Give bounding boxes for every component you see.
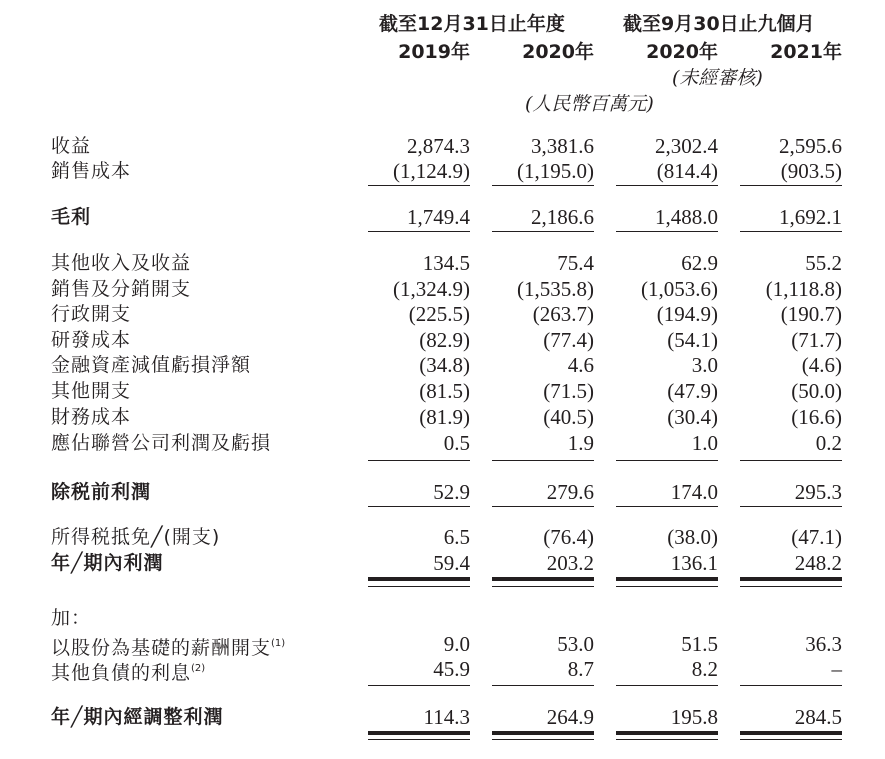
- value-2019: (81.5): [419, 379, 470, 403]
- row-label: 銷售及分銷開支: [51, 278, 192, 300]
- value-2020-9m: (30.4): [667, 405, 718, 429]
- period-header-9m: 截至9月30日止九個月: [623, 13, 815, 35]
- total-double-rule: [492, 586, 594, 587]
- total-double-rule: [492, 577, 594, 581]
- subtotal-rule: [368, 506, 470, 507]
- subtotal-rule: [368, 460, 470, 461]
- value-2019: (82.9): [419, 328, 470, 352]
- row-label: 銷售成本: [51, 160, 132, 182]
- table-row: [0, 158, 885, 184]
- total-double-rule: [740, 586, 842, 587]
- value-2020-9m: (38.0): [667, 525, 718, 549]
- subtotal-rule: [368, 685, 470, 686]
- period-header-fy: 截至12月31日止年度: [379, 13, 565, 35]
- value-2021-9m: (47.1): [791, 525, 842, 549]
- subtotal-rule: [616, 506, 718, 507]
- total-double-rule: [616, 577, 718, 581]
- value-2019: (1,324.9): [393, 277, 470, 301]
- total-double-rule: [740, 577, 842, 581]
- row-label: [51, 656, 205, 686]
- value-2021-9m: –: [831, 657, 842, 681]
- value-2019: (1,124.9): [393, 159, 470, 183]
- row-label: 其他收入及收益: [51, 252, 192, 274]
- table-row-profit-before-tax: [0, 479, 885, 505]
- subtotal-rule: [740, 685, 842, 686]
- year-header-2020-fy: 2020年: [522, 41, 594, 63]
- value-2019: (81.9): [419, 405, 470, 429]
- value-2020-9m: 8.2: [691, 657, 718, 681]
- value-2020-fy: (71.5): [543, 379, 594, 403]
- value-2020-fy: 75.4: [557, 251, 594, 275]
- table-row: [0, 404, 885, 430]
- row-label: 除税前利潤: [51, 481, 152, 503]
- year-header-2020-9m: 2020年: [646, 41, 718, 63]
- value-2021-9m: 1,692.1: [779, 205, 842, 229]
- table-row: [0, 276, 885, 302]
- value-2020-9m: (1,053.6): [641, 277, 718, 301]
- table-row: [0, 327, 885, 353]
- subtotal-rule: [616, 685, 718, 686]
- value-2020-9m: 136.1: [670, 551, 718, 575]
- total-double-rule: [740, 739, 842, 740]
- value-2019: 2,874.3: [407, 134, 470, 158]
- value-2021-9m: (903.5): [780, 159, 842, 183]
- footnote-marker: (2): [191, 663, 206, 674]
- value-2019: 45.9: [433, 657, 470, 681]
- value-2021-9m: (1,118.8): [765, 277, 842, 301]
- subtotal-rule: [740, 231, 842, 232]
- value-2020-fy: 203.2: [546, 551, 594, 575]
- table-row-net-profit: [0, 550, 885, 576]
- table-row-adjusted-profit: [0, 704, 885, 730]
- value-2021-9m: (71.7): [791, 328, 842, 352]
- total-double-rule: [368, 577, 470, 581]
- subtotal-rule: [740, 506, 842, 507]
- row-label: 應佔聯營公司利潤及虧損: [51, 432, 272, 454]
- currency-note: (人民幣百萬元): [525, 93, 654, 115]
- value-2020-9m: (47.9): [667, 379, 718, 403]
- value-2021-9m: 284.5: [794, 705, 842, 729]
- value-2021-9m: 248.2: [794, 551, 842, 575]
- total-double-rule: [368, 739, 470, 740]
- table-row: [0, 430, 885, 456]
- subtotal-rule: [368, 231, 470, 232]
- row-label: 行政開支: [51, 303, 132, 325]
- table-row: [0, 378, 885, 404]
- value-2020-9m: (54.1): [667, 328, 718, 352]
- value-2021-9m: 0.2: [815, 431, 842, 455]
- total-double-rule: [616, 731, 718, 735]
- year-header-2019: 2019年: [398, 41, 470, 63]
- subtotal-rule: [740, 185, 842, 186]
- value-2021-9m: (4.6): [801, 353, 842, 377]
- row-label: 所得税抵免╱(開支): [51, 526, 221, 548]
- table-row: [0, 250, 885, 276]
- value-2020-9m: 51.5: [681, 632, 718, 656]
- value-2020-fy: 2,186.6: [531, 205, 594, 229]
- value-2021-9m: 55.2: [805, 251, 842, 275]
- table-row-gross-profit: [0, 204, 885, 230]
- value-2020-9m: (814.4): [656, 159, 718, 183]
- subtotal-rule: [492, 506, 594, 507]
- total-double-rule: [492, 731, 594, 735]
- value-2019: 9.0: [443, 632, 470, 656]
- value-2020-9m: 62.9: [681, 251, 718, 275]
- subtotal-rule: [616, 460, 718, 461]
- total-double-rule: [616, 739, 718, 740]
- value-2019: (34.8): [419, 353, 470, 377]
- subtotal-rule: [492, 185, 594, 186]
- table-row: [0, 631, 885, 657]
- total-double-rule: [616, 586, 718, 587]
- subtotal-rule: [492, 460, 594, 461]
- value-2021-9m: 295.3: [794, 480, 842, 504]
- value-2020-9m: 1,488.0: [655, 205, 718, 229]
- value-2020-fy: 1.9: [567, 431, 594, 455]
- value-2019: 0.5: [443, 431, 470, 455]
- table-row: [0, 524, 885, 550]
- table-row-add-heading: [0, 605, 885, 631]
- value-2020-fy: (1,195.0): [517, 159, 594, 183]
- value-2020-9m: 1.0: [691, 431, 718, 455]
- value-2021-9m: (16.6): [791, 405, 842, 429]
- value-2020-9m: (194.9): [656, 302, 718, 326]
- subtotal-rule: [492, 231, 594, 232]
- value-2019: (225.5): [408, 302, 470, 326]
- value-2020-9m: 2,302.4: [655, 134, 718, 158]
- value-2019: 6.5: [443, 525, 470, 549]
- row-label: 研發成本: [51, 329, 132, 351]
- total-double-rule: [740, 731, 842, 735]
- row-label: 其他開支: [51, 380, 132, 402]
- total-double-rule: [492, 739, 594, 740]
- footnote-marker: (1): [271, 638, 286, 649]
- value-2020-fy: 3,381.6: [531, 134, 594, 158]
- row-label: 財務成本: [51, 406, 132, 428]
- value-2021-9m: 2,595.6: [779, 134, 842, 158]
- row-label: 收益: [51, 135, 92, 157]
- subtotal-rule: [740, 460, 842, 461]
- value-2020-fy: (77.4): [543, 328, 594, 352]
- value-2020-fy: 53.0: [557, 632, 594, 656]
- value-2019: 1,749.4: [407, 205, 470, 229]
- value-2021-9m: 36.3: [805, 632, 842, 656]
- value-2020-9m: 3.0: [691, 353, 718, 377]
- subtotal-rule: [368, 185, 470, 186]
- row-label: 年╱期內經調整利潤: [51, 706, 224, 728]
- subtotal-rule: [492, 685, 594, 686]
- value-2019: 52.9: [433, 480, 470, 504]
- value-2021-9m: (50.0): [791, 379, 842, 403]
- table-row: [0, 352, 885, 378]
- value-2020-fy: 4.6: [567, 353, 594, 377]
- value-2020-9m: 174.0: [670, 480, 718, 504]
- total-double-rule: [368, 731, 470, 735]
- value-2020-fy: (263.7): [532, 302, 594, 326]
- value-2020-fy: (1,535.8): [517, 277, 594, 301]
- row-label: 加：: [51, 607, 92, 629]
- row-label-text: 其他負債的利息: [51, 662, 192, 684]
- value-2019: 134.5: [422, 251, 470, 275]
- value-2020-9m: 195.8: [670, 705, 718, 729]
- table-row: [0, 656, 885, 682]
- value-2020-fy: (76.4): [543, 525, 594, 549]
- subtotal-rule: [616, 231, 718, 232]
- unaudited-note: (未經審核): [672, 67, 763, 89]
- table-row: [0, 301, 885, 327]
- year-header-2021-9m: 2021年: [770, 41, 842, 63]
- total-double-rule: [368, 586, 470, 587]
- value-2021-9m: (190.7): [780, 302, 842, 326]
- row-label: 年╱期內利潤: [51, 552, 164, 574]
- row-label: 金融資產減值虧損淨額: [51, 354, 252, 376]
- row-label-text: 以股份為基礎的薪酬開支: [51, 637, 272, 659]
- value-2020-fy: 264.9: [546, 705, 594, 729]
- value-2019: 59.4: [433, 551, 470, 575]
- row-label: 毛利: [51, 206, 92, 228]
- value-2020-fy: (40.5): [543, 405, 594, 429]
- table-row: [0, 133, 885, 159]
- value-2020-fy: 8.7: [567, 657, 594, 681]
- value-2020-fy: 279.6: [546, 480, 594, 504]
- value-2019: 114.3: [423, 705, 470, 729]
- subtotal-rule: [616, 185, 718, 186]
